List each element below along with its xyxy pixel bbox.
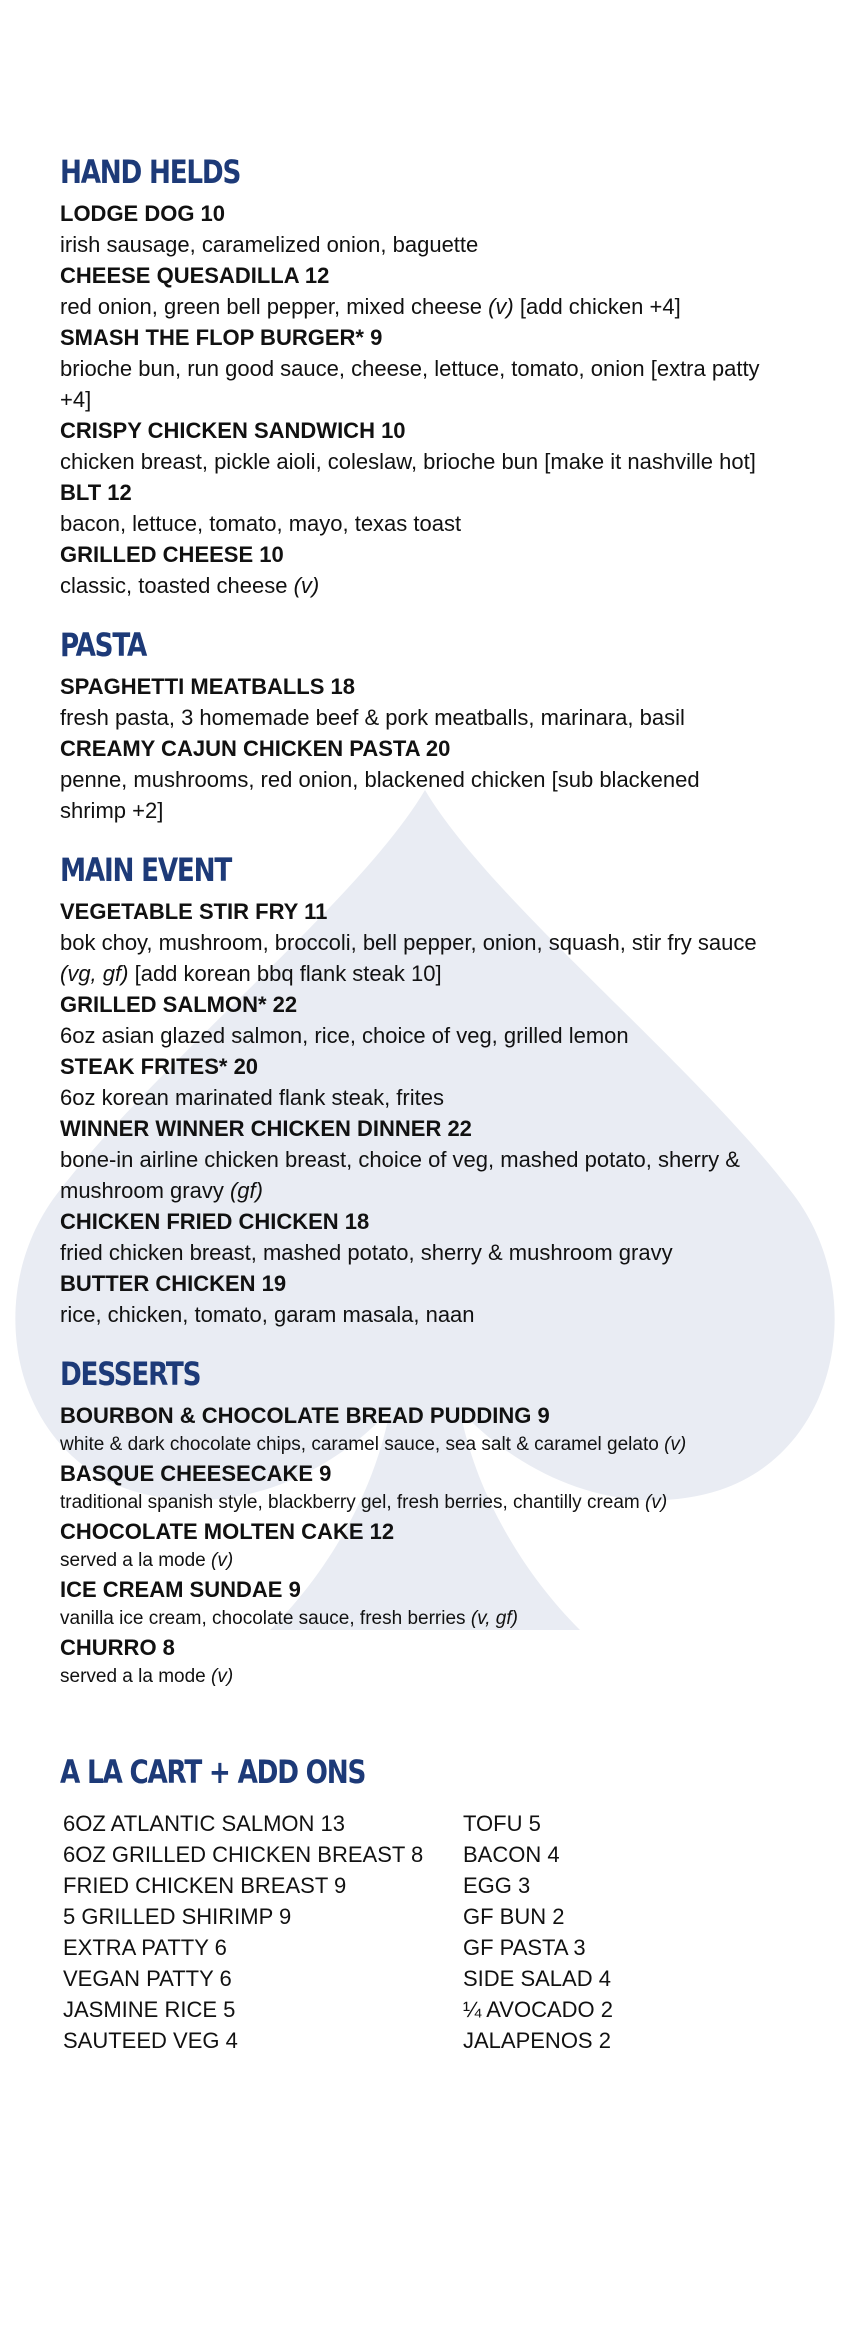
menu-item xyxy=(60,1458,770,1516)
addons-title: A LA CART + ADD ONS xyxy=(60,1753,366,1791)
dietary-note: (v) xyxy=(488,294,514,319)
addons-column-right xyxy=(463,1808,613,2056)
menu-item xyxy=(60,322,770,415)
menu-item-description-text: bacon, lettuce, tomato, mayo, texas toast xyxy=(60,511,462,536)
menu-item-description-text: bone-in airline chicken breast, choice of veg, mashed potato, sherry & mushroom gravy xyxy=(60,1147,740,1203)
menu-item-name: SMASH THE FLOP BURGER* 9 xyxy=(60,325,383,350)
menu-item xyxy=(60,1113,770,1206)
addon-item: SIDE SALAD 4 xyxy=(463,1966,611,1991)
menu-item xyxy=(60,539,770,601)
dietary-note: (v, gf) xyxy=(470,1608,518,1629)
dietary-note: (gf) xyxy=(229,1178,263,1203)
menu-item xyxy=(60,198,770,260)
menu-item-description-text: 6oz korean marinated flank steak, frites xyxy=(60,1085,444,1110)
addons-section xyxy=(60,1750,770,2056)
menu-item-name: BLT 12 xyxy=(60,480,132,505)
menu-item-description-text: irish sausage, caramelized onion, baguette xyxy=(60,232,479,257)
menu-item-description xyxy=(60,927,770,989)
addon-item: JASMINE RICE 5 xyxy=(63,1997,236,2022)
menu-item-description xyxy=(60,1299,770,1330)
menu-item-description-text: vanilla ice cream, chocolate sauce, fresh berries xyxy=(60,1608,466,1629)
menu-item-description xyxy=(60,1431,770,1458)
menu-item-addon-note: [add korean bbq flank steak 10] xyxy=(134,961,442,986)
dietary-note: (v) xyxy=(293,573,320,598)
menu-item-name: CHOCOLATE MOLTEN CAKE 12 xyxy=(60,1519,395,1544)
addons-list xyxy=(60,1808,770,2056)
addon-item: GF PASTA 3 xyxy=(463,1935,586,1960)
menu-item-description-text: red onion, green bell pepper, mixed cheese xyxy=(60,294,482,319)
menu-item-description-text: bok choy, mushroom, broccoli, bell pepper, onion, squash, stir fry sauce xyxy=(60,930,757,955)
menu-item-name: BUTTER CHICKEN 19 xyxy=(60,1271,287,1296)
addon-item: ¼ AVOCADO 2 xyxy=(463,1997,613,2022)
menu-item-description-text: white & dark chocolate chips, caramel sauce, sea salt & caramel gelato xyxy=(60,1434,659,1455)
menu-section xyxy=(60,150,770,601)
section-title: HAND HELDS xyxy=(60,153,241,191)
menu-item-description-text: traditional spanish style, blackberry gel, fresh berries, chantilly cream xyxy=(60,1492,640,1513)
menu-item xyxy=(60,896,770,989)
dietary-note: (v) xyxy=(211,1550,234,1571)
addon-item: GF BUN 2 xyxy=(463,1904,565,1929)
menu-item-name: GRILLED SALMON* 22 xyxy=(60,992,298,1017)
addon-item: JALAPENOS 2 xyxy=(463,2028,611,2053)
menu-item-name: WINNER WINNER CHICKEN DINNER 22 xyxy=(60,1116,472,1141)
menu-sections xyxy=(60,150,770,1690)
addon-item: 6OZ ATLANTIC SALMON 13 xyxy=(63,1811,346,1836)
menu-item-description-text: fried chicken breast, mashed potato, sherry & mushroom gravy xyxy=(60,1240,673,1265)
menu-item xyxy=(60,1206,770,1268)
addon-item: EGG 3 xyxy=(463,1873,531,1898)
menu-item-name: ICE CREAM SUNDAE 9 xyxy=(60,1577,301,1602)
menu-item-name: CHURRO 8 xyxy=(60,1635,175,1660)
addon-item: TOFU 5 xyxy=(463,1811,541,1836)
menu-item-description xyxy=(60,1605,770,1632)
dietary-note: (v) xyxy=(664,1434,687,1455)
addon-item: 5 GRILLED SHIRIMP 9 xyxy=(63,1904,292,1929)
menu-item xyxy=(60,1400,770,1458)
menu-item xyxy=(60,415,770,477)
menu-section xyxy=(60,848,770,1330)
menu-item-description xyxy=(60,702,770,733)
menu-item-description xyxy=(60,764,770,826)
menu-content xyxy=(0,150,770,2056)
menu-item-name: BASQUE CHEESECAKE 9 xyxy=(60,1461,332,1486)
section-title: MAIN EVENT xyxy=(60,851,231,889)
menu-item-description xyxy=(60,291,770,322)
menu-item-description xyxy=(60,353,770,415)
addon-item: 6OZ GRILLED CHICKEN BREAST 8 xyxy=(63,1842,424,1867)
menu-item-description xyxy=(60,1489,770,1516)
menu-item-description-text: classic, toasted cheese xyxy=(60,573,288,598)
menu-item xyxy=(60,989,770,1051)
menu-item xyxy=(60,733,770,826)
menu-item-description xyxy=(60,229,770,260)
menu-section xyxy=(60,1352,770,1690)
menu-section xyxy=(60,623,770,826)
menu-item-name: CREAMY CAJUN CHICKEN PASTA 20 xyxy=(60,736,451,761)
dietary-note: (v) xyxy=(211,1666,234,1687)
menu-item-name: VEGETABLE STIR FRY 11 xyxy=(60,899,328,924)
menu-item-description-text: rice, chicken, tomato, garam masala, naan xyxy=(60,1302,475,1327)
menu-item-name: LODGE DOG 10 xyxy=(60,201,226,226)
addons-column-left xyxy=(63,1808,463,2056)
menu-item-description xyxy=(60,1663,770,1690)
menu-item-description xyxy=(60,1237,770,1268)
menu-item-name: BOURBON & CHOCOLATE BREAD PUDDING 9 xyxy=(60,1403,550,1428)
menu-item-name: STEAK FRITES* 20 xyxy=(60,1054,259,1079)
menu-item xyxy=(60,671,770,733)
menu-item xyxy=(60,1516,770,1574)
menu-item-description-text: penne, mushrooms, red onion, blackened chicken [sub blackened shrimp +2] xyxy=(60,767,700,823)
addon-item: VEGAN PATTY 6 xyxy=(63,1966,232,1991)
addon-item: SAUTEED VEG 4 xyxy=(63,2028,238,2053)
menu-item-name: CRISPY CHICKEN SANDWICH 10 xyxy=(60,418,406,443)
menu-item-description-text: served a la mode xyxy=(60,1550,206,1571)
menu-item-description xyxy=(60,570,770,601)
menu-item xyxy=(60,1268,770,1330)
menu-item-description xyxy=(60,1082,770,1113)
menu-item-description-text: 6oz asian glazed salmon, rice, choice of veg, grilled lemon xyxy=(60,1023,629,1048)
menu-item-description-text: served a la mode xyxy=(60,1666,206,1687)
menu-item-description-text: chicken breast, pickle aioli, coleslaw, brioche bun [make it nashville hot] xyxy=(60,449,756,474)
section-title: DESSERTS xyxy=(60,1355,201,1393)
menu-item-name: CHEESE QUESADILLA 12 xyxy=(60,263,330,288)
dietary-note: (v) xyxy=(645,1492,668,1513)
dietary-note: (vg, gf) xyxy=(60,961,129,986)
section-title: PASTA xyxy=(60,626,147,664)
menu-item-addon-note: [add chicken +4] xyxy=(519,294,681,319)
addon-item: BACON 4 xyxy=(463,1842,560,1867)
menu-item-name: CHICKEN FRIED CHICKEN 18 xyxy=(60,1209,370,1234)
menu-item-description-text: brioche bun, run good sauce, cheese, lettuce, tomato, onion [extra patty +4] xyxy=(60,356,760,412)
menu-item xyxy=(60,477,770,539)
menu-item-description xyxy=(60,508,770,539)
menu-item xyxy=(60,1051,770,1113)
menu-item-description-text: fresh pasta, 3 homemade beef & pork meatballs, marinara, basil xyxy=(60,705,685,730)
menu-item-description xyxy=(60,1547,770,1574)
menu-item-description xyxy=(60,1020,770,1051)
menu-item-name: SPAGHETTI MEATBALLS 18 xyxy=(60,674,355,699)
menu-item xyxy=(60,1574,770,1632)
menu-item xyxy=(60,260,770,322)
addon-item: FRIED CHICKEN BREAST 9 xyxy=(63,1873,347,1898)
menu-item xyxy=(60,1632,770,1690)
addon-item: EXTRA PATTY 6 xyxy=(63,1935,227,1960)
menu-item-name: GRILLED CHEESE 10 xyxy=(60,542,284,567)
menu-item-description xyxy=(60,1144,770,1206)
menu-item-description xyxy=(60,446,770,477)
